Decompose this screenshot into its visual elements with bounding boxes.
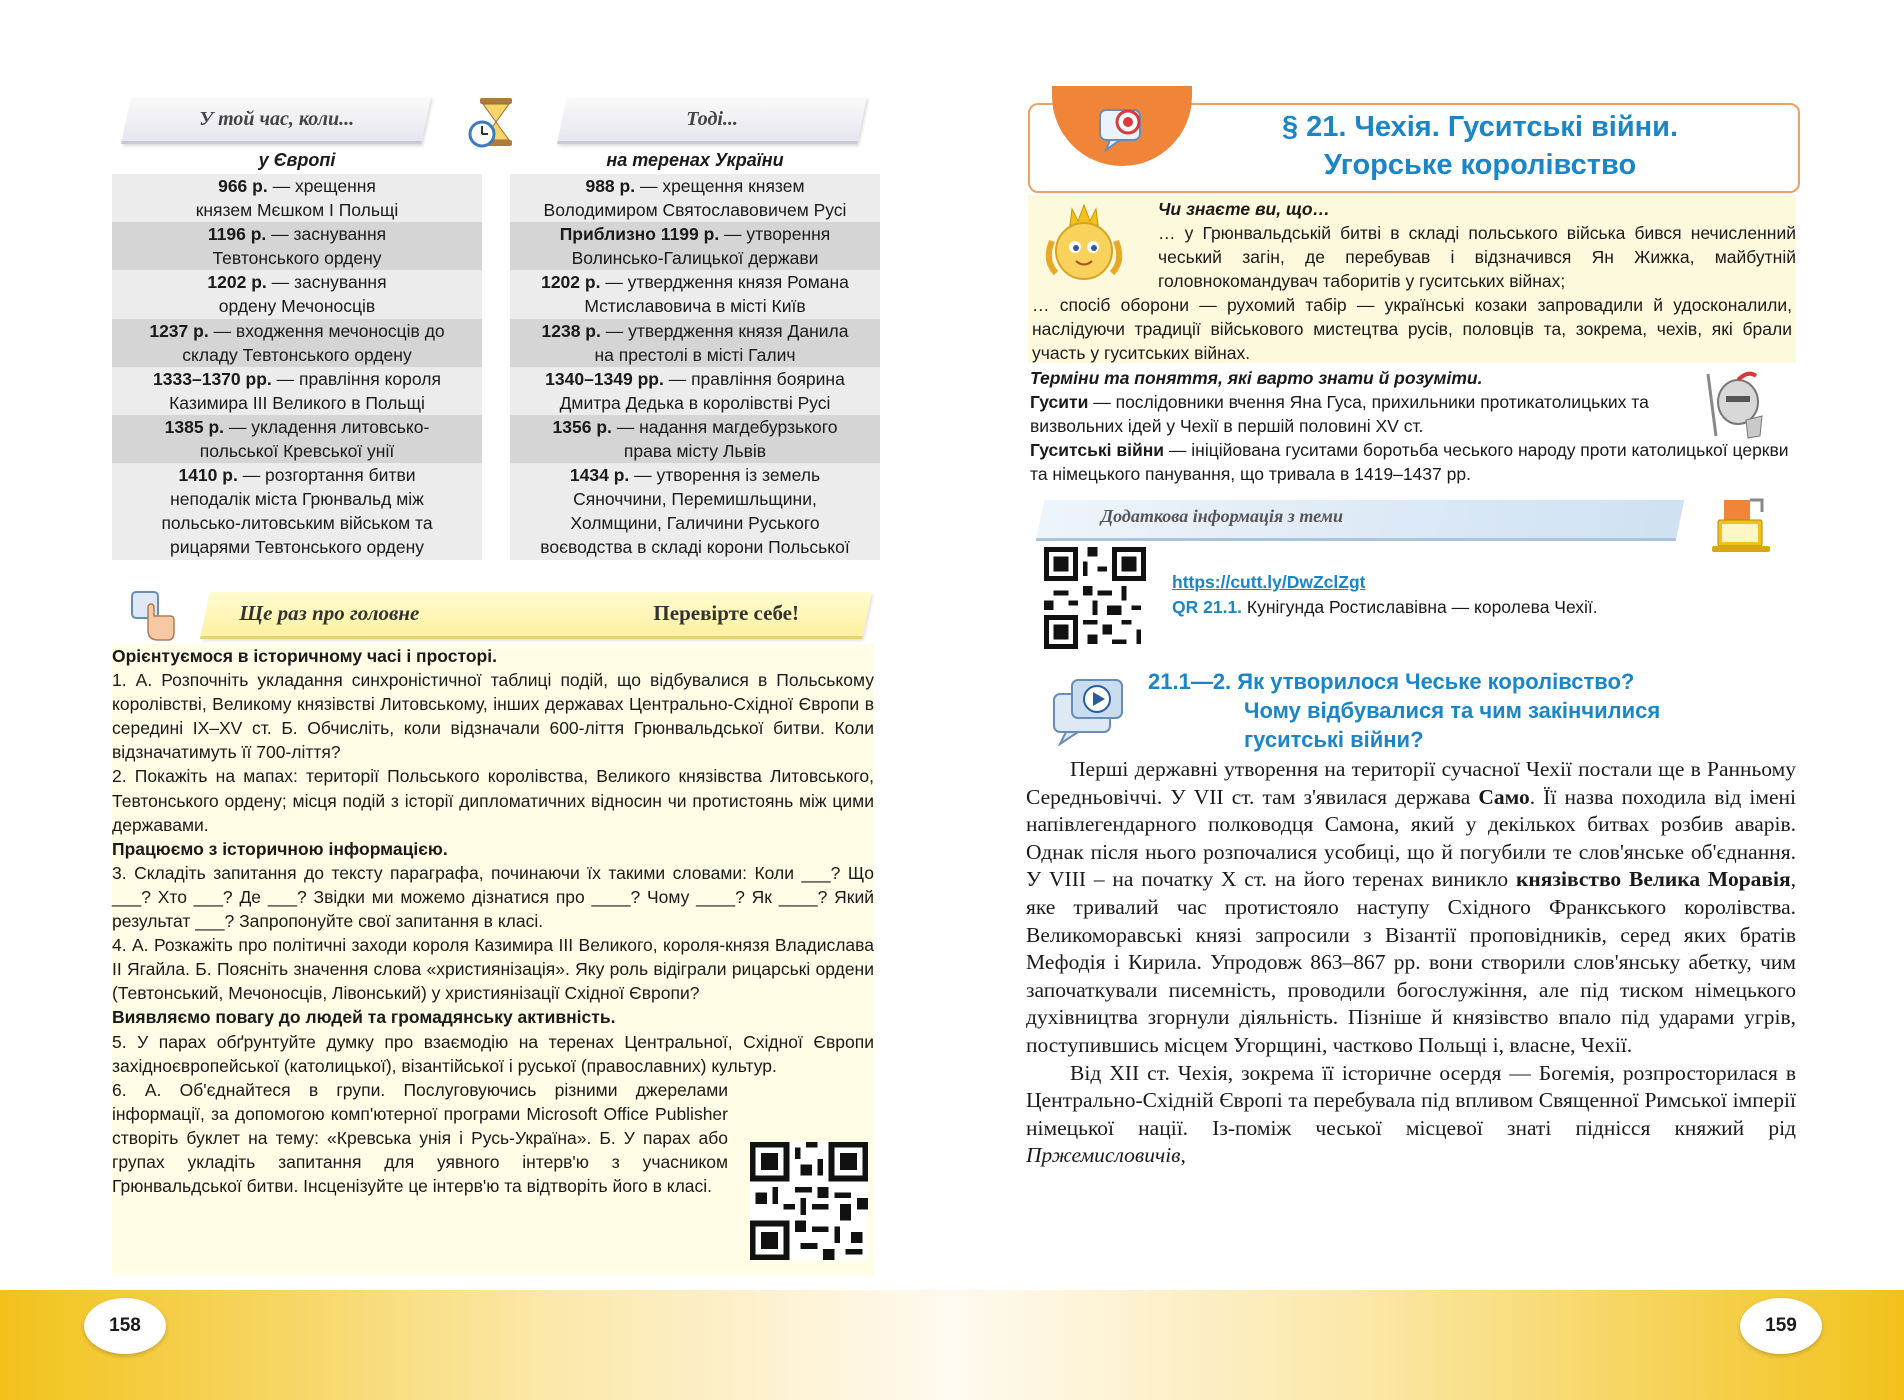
timeline-row: 1237 р. — входження мечоносців до складу Тевтонського ордену [112,319,482,367]
timeline-row: 1434 р. — утворення із земель Сяноччини, Перемишльщини, Холмщини, Галичини Руського воєводства в складі корони Польської [510,463,880,559]
page-number-right: 159 [1740,1298,1822,1354]
did-you-know-fact-2: … спосіб оборони — рухомий табір — українські козаки запровадили й удосконалили, наслідуючи традиції військового мистецтва русів, половців та, зокрема, чехів, які брали участь у гуситських війнах. [1032,295,1792,363]
target-chat-icon [1096,104,1152,152]
task-heading: Виявляємо повагу до людей та громадянську активність. [112,1007,616,1028]
page-title [1200,108,1760,184]
check-yourself-title: Перевірте себе! [653,601,799,625]
task-6: 6. А. Об'єднайтеся в групи. Послуговуючись різними джерелами інформації, за допомогою комп'ютерної програми Microsoft Office Publisher створіть буклет на тему: «Кревська унія і Русь-Україна». Б. У парах або групах укладіть запитання для уявного інтерв'ю з учасником Грюнвальдської битви. Інсценізуйте це інтерв'ю та відтворіть його в класі. [112,1079,728,1197]
timeline-row: 1238 р. — утвердження князя Данила на престолі в місті Галич [510,319,880,367]
ribbon-at-that-time-label: У той час, коли... [198,107,354,130]
ribbon-then-label: Тоді... [686,107,739,130]
timeline-row: 1385 р. — укладення литовсько- польської Кревської унії [112,415,482,463]
body-paragraph-1: Перші державні утворення на території сучасної Чехії постали ще в Ранньому Середньовіччі. У VII ст. там з'явилася держава Само. Її назва походила від імені напівлегендарного полководця Самона, який у декількох битвах розбив аварів. Однак після нього розпочалися усобиці, що й погубили те слов'янське об'єднання. У VIII – на початку X ст. на його теренах виникло князівство Велика Моравія, яке тривалий час протистояло наступу Східного Франкського королівства. Великоморавські князі запросили з Візантії проповідників, серед яких братів Мефодія і Кирила. Упродовж 863–867 рр. вони створили слов'янську абетку, чим започаткували писемність, проводили богослужіння, але під тиском німецького духівництва згорнули діяльність. Пізніше й князівство впало під ударами угрів, поступившись місцем Угорщині, частково Польщі і, власне, Чехії. [1026,757,1796,1057]
did-you-know-fact-1: … у Грюнвальдській битві в складі польського війська бився нечисленний чеський загін, де перебував і відзначився Ян Жижка, майбутній головнокомандувач таборитів у гуситських війнах; [1158,223,1796,291]
task-heading: Працюємо з історичною інформацією. [112,838,448,859]
section-heading-line3: гуситські війни? [1244,727,1424,752]
qr-link[interactable]: https://cutt.ly/DwZclZgt [1172,572,1366,592]
task-4: 4. А. Розкажіть про політичні заходи короля Казимира ІІІ Великого, короля-князя Владислава ІІ Ягайла. Б. Поясніть значення слова «християнізація». Яку роль відіграли рицарські ордени (Тевтонський, Мечоносців, Лівонський) у християнізації Східної Європи? [112,935,874,1004]
main-body-text [1026,756,1796,1170]
term-hussites: Гусити — послідовники вчення Яна Гуса, прихильники протикатолицьких та визвольних ідей у Чехії в першій половині XV ст. [1030,392,1649,436]
task-heading: Орієнтуємося в історичному часі і просторі. [112,646,497,666]
task-1: 1. А. Розпочніть укладання синхроністичної таблиці подій, що відбувалися в Польському королівстві, Великому князівстві Литовському, інших державах Центрально-Східної Європи в середині IX–XV ст. Б. Обчисліть, коли відзначали 600-ліття Грюнвальдської битви. Коли відзначатимуть її 700-ліття? [112,670,874,763]
additional-info-label: Додаткова інформація з теми [1100,506,1343,526]
timeline-europe [112,174,482,560]
section-heading-line1: 21.1—2. Як утворилося Чеське королівство? [1148,669,1635,694]
timeline-row: Приблизно 1199 р. — утворення Волинсько-Галицької держави [510,222,880,270]
task-3: 3. Складіть запитання до тексту параграфа, починаючи їх такими словами: Коли ___? Що ___? Хто ___? Де ___? Звідки ми можемо дізнатися про ____? Чому ____? Як ____? Який результат ___? Запропонуйте свої запитання в класі. [112,862,874,932]
timeline-row: 1410 р. — розгортання битви неподалік міста Грюнвальд між польсько-литовським військом та рицарями Тевтонського ордену [112,463,482,559]
timeline-row: 988 р. — хрещення князем Володимиром Святославовичем Русі [510,174,880,222]
page-number-left: 158 [84,1298,166,1354]
terms-heading: Терміни та поняття, які варто знати й розуміти. [1030,368,1483,388]
knight-icon [1700,370,1766,442]
did-you-know-heading: Чи знаєте ви, що… [1158,199,1331,219]
video-play-icon [1044,674,1128,746]
section-heading-line2: Чому відбувалися та чим закінчилися [1244,698,1661,723]
princess-mascot-icon [1034,201,1134,287]
qr-code-left[interactable] [750,1142,868,1260]
qr-caption: QR 21.1. Кунігунда Ростиславівна — королева Чехії. [1172,597,1598,617]
page-title-line1: § 21. Чехія. Гуситські війни. [1281,111,1679,143]
timeline-row: 1340–1349 рр. — правління боярина Дмитра Дедька в королівстві Русі [510,367,880,415]
qr-code-right[interactable] [1044,547,1146,649]
timeline-row: 1356 р. — надання магдебурзького права місту Львів [510,415,880,463]
laptop-docs-icon [1710,496,1774,556]
column-header-ukraine: на теренах України [606,150,784,170]
timeline-row: 1333–1370 рр. — правління короля Казимира ІІІ Великого в Польщі [112,367,482,415]
page-title-line2: Угорське королівство [1323,149,1637,181]
review-title: Ще раз про головне [239,601,420,625]
timeline-row: 1202 р. — заснування ордену Мечоносців [112,270,482,318]
body-paragraph-2: Від XII ст. Чехія, зокрема її історичне осердя — Богемія, розпросторилася в Центрально-Східній Європі та перебувала під впливом Священної Римської імперії німецької нації. Із-поміж чеської місцевої знаті піднісся княжий рід Пржемисловичів, [1026,1060,1796,1168]
pointing-hand-icon [128,590,178,644]
task-2: 2. Покажіть на мапах: території Польського королівства, Великого князівства Литовського, Тевтонського ордену; місця подій з історії дипломатичних відносин чи протистоянь між цими державами. [112,766,874,835]
ribbon-at-that-time [121,97,431,144]
timeline-ukraine [510,174,880,560]
timeline-row: 1196 р. — заснування Тевтонського ордену [112,222,482,270]
section-heading [1148,667,1660,754]
timeline-row: 1202 р. — утвердження князя Романа Мстиславовича в місті Київ [510,270,880,318]
ribbon-then [557,97,867,144]
did-you-know-box [1028,195,1796,363]
additional-info-ribbon [1036,500,1685,541]
review-ribbon [200,592,872,639]
task-5: 5. У парах обґрунтуйте думку про взаємодію на теренах Центральної, Східної Європи західноєвропейської (католицької), візантійської і руської (православних) культур. [112,1031,874,1076]
term-hussite-wars: Гуситські війни — ініційована гуситами боротьба чеського народу проти католицької церкви та німецького панування, що тривала в 1419–1437 рр. [1030,440,1789,484]
column-header-europe: у Європі [258,150,336,170]
terms-section [1030,366,1790,486]
hourglass-clock-icon [466,96,530,148]
timeline-row: 966 р. — хрещення князем Мєшком І Польщі [112,174,482,222]
footer-band [0,1290,1904,1400]
